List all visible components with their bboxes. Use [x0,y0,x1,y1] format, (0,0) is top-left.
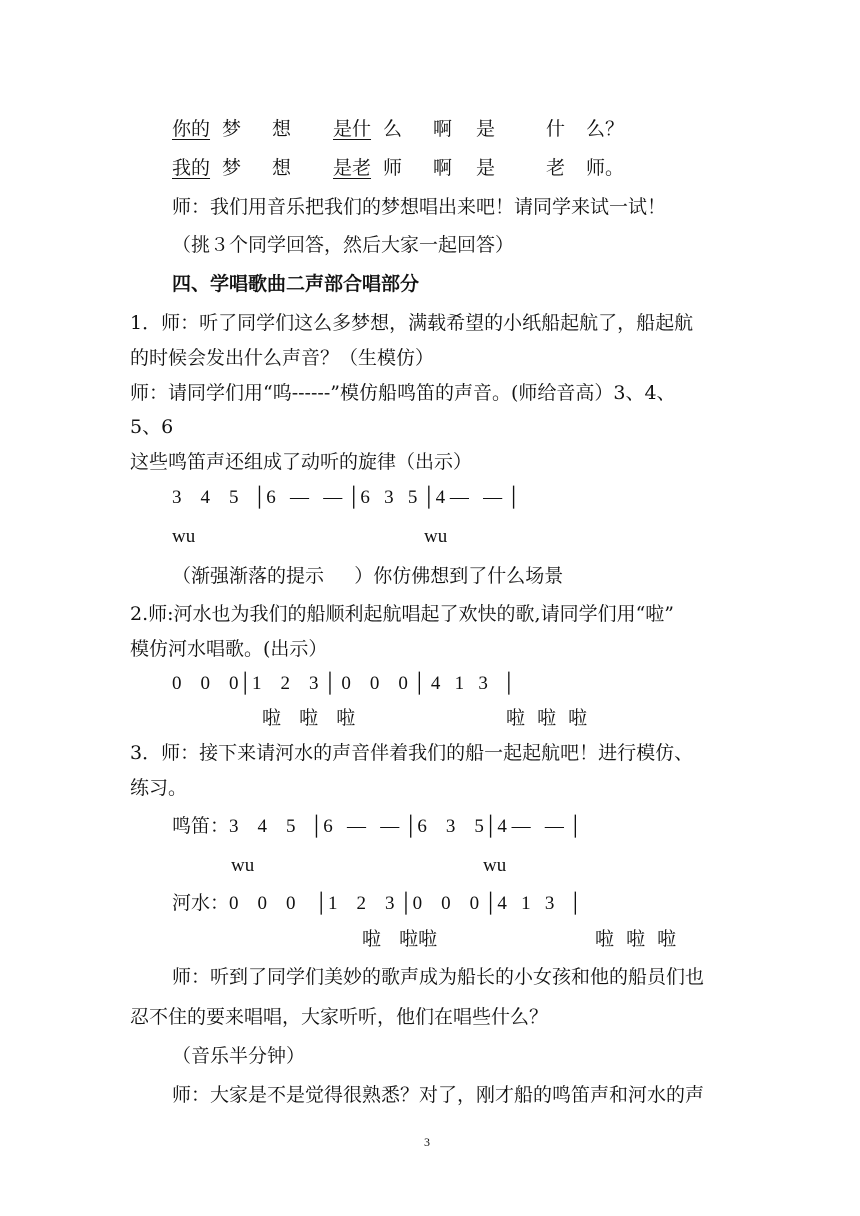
notation-syllable: 啦 啦 啦 [506,707,588,729]
section-heading: 四、学唱歌曲二声部合唱部分 [172,273,420,295]
lyric-word: 么 [383,118,403,140]
lyric-word: 啊 [433,157,453,179]
paragraph: （音乐半分钟） [172,1045,306,1067]
notation-syllable: wu [231,855,255,876]
paragraph: 这些鸣笛声还组成了动听的旋律（出示） [130,451,473,473]
notation-syllable: wu [483,855,507,876]
paragraph: 1．师：听了同学们这么多梦想，满载希望的小纸船起航了，船起航 [130,312,694,334]
paragraph: 2.师:河水也为我们的船顺利起航唱起了欢快的歌,请同学们用“啦” [130,603,674,625]
lyric-word: 想 [272,118,292,140]
lyric-word: 梦 [222,157,242,179]
notation-syllable: wu [172,526,196,547]
notation-line: 河水：0 0 0 │1 2 3 │0 0 0 │4 1 3 │ [172,893,583,914]
paragraph: 的时候会发出什么声音？（生模仿） [130,347,435,369]
notation-line: 3 4 5 │6 — — │6 3 5 │4 — — │ [172,487,521,508]
notation-syllable: wu [424,526,448,547]
lyric-word: 是 [476,157,496,179]
notation-syllable: 啦 啦 啦 [595,928,677,950]
lyric-word: 师。 [586,157,625,179]
lyric-word: 师 [383,157,403,179]
lyric-word: 是 [476,118,496,140]
lyric-word: 你的 [172,118,211,140]
notation-line: 鸣笛：3 4 5 │6 — — │6 3 5│4 — — │ [172,816,583,837]
paragraph: 师：听到了同学们美妙的歌声成为船长的小女孩和他的船员们也 [172,966,705,988]
notation-syllable: 啦 啦 啦 [262,707,356,729]
paragraph: （挑３个同学回答，然后大家一起回答） [172,234,515,256]
paragraph: 5、6 [130,416,174,438]
paragraph: 师：我们用音乐把我们的梦想唱出来吧！请同学来试一试！ [172,196,667,218]
paragraph: 师：请同学们用“呜------”模仿船鸣笛的声音。(师给音高）3、4、 [130,382,676,404]
notation-line: 0 0 0│1 2 3 │ 0 0 0 │ 4 1 3 │ [172,673,516,694]
lyric-word: 梦 [222,118,242,140]
lyric-word: 么？ [586,118,625,140]
paragraph: 忍不住的要来唱唱，大家听听，他们在唱些什么？ [130,1006,549,1028]
lyric-word: 什 [546,118,566,140]
page-number: 3 [424,1135,430,1149]
paragraph: 3．师：接下来请河水的声音伴着我们的船一起起航吧！进行模仿、 [130,742,694,764]
notation-syllable: 啦 啦啦 [362,928,438,950]
paragraph: 师：大家是不是觉得很熟悉？对了，刚才船的鸣笛声和河水的声 [172,1084,705,1106]
lyric-word: 想 [272,157,292,179]
paragraph: 练习。 [130,777,188,799]
lyric-word: 啊 [433,118,453,140]
lyric-word: 是什 [333,118,372,140]
lyric-word: 我的 [172,157,211,179]
lyric-word: 是老 [333,157,372,179]
lyric-word: 老 [546,157,566,179]
paragraph: （渐强渐落的提示 ）你仿佛想到了什么场景 [172,565,564,587]
paragraph: 模仿河水唱歌。(出示） [130,638,328,660]
